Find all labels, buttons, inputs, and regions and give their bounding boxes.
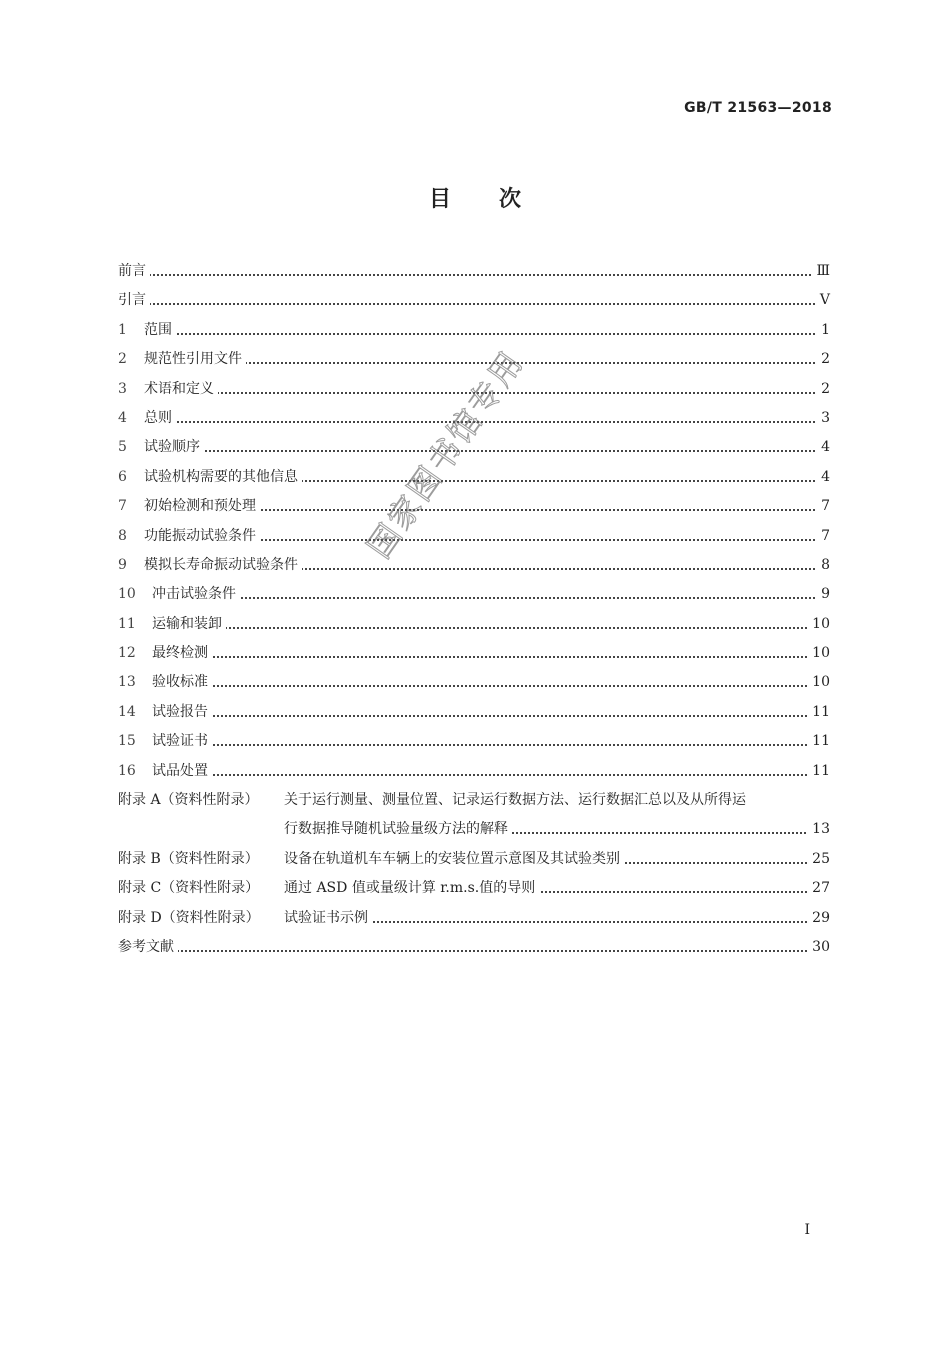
toc-entry-page: 30 — [808, 935, 830, 959]
toc-entry-page: Ⅴ — [816, 288, 830, 312]
toc-entry-label: 14 试验报告 — [118, 700, 212, 724]
toc-entry-label: 5 试验顺序 — [118, 435, 204, 459]
toc-entry[interactable] — [118, 700, 830, 729]
library-watermark: 国家图书馆专用 — [359, 342, 532, 566]
dot-leader — [118, 950, 830, 952]
toc-entry-page: 29 — [808, 906, 830, 930]
toc-entry[interactable] — [118, 553, 830, 582]
dot-leader — [118, 303, 830, 305]
toc-entry[interactable] — [118, 465, 830, 494]
dot-leader — [118, 774, 830, 776]
toc-entry-page: 11 — [808, 759, 830, 783]
toc-entry-label: 附录 D（资料性附录） 试验证书示例 — [118, 906, 372, 930]
toc-appendix-c[interactable] — [118, 876, 830, 905]
toc-entry[interactable] — [118, 494, 830, 523]
toc-entry-label: 11 运输和装卸 — [118, 612, 226, 636]
toc-entry[interactable] — [118, 612, 830, 641]
dot-leader — [118, 744, 830, 746]
toc-entry-label: 行数据推导随机试验量级方法的解释 — [284, 817, 512, 841]
toc-entry-page: 11 — [808, 700, 830, 724]
toc-entry-page: 1 — [817, 318, 830, 342]
toc-entry-label: 13 验收标准 — [118, 670, 212, 694]
toc-entry-label: 15 试验证书 — [118, 729, 212, 753]
toc-entry-label: 16 试品处置 — [118, 759, 212, 783]
toc-references[interactable] — [118, 935, 830, 964]
toc-entry-page: 13 — [808, 817, 830, 841]
dot-leader — [118, 656, 830, 658]
toc-entry-page: 10 — [808, 612, 830, 636]
toc-entry[interactable] — [118, 259, 830, 288]
toc-entry-label: 7 初始检测和预处理 — [118, 494, 260, 518]
toc-entry-label: 附录 B（资料性附录） 设备在轨道机车车辆上的安装位置示意图及其试验类别 — [118, 847, 624, 871]
page-number: I — [804, 1222, 810, 1238]
dot-leader — [118, 715, 830, 717]
toc-entry[interactable] — [118, 288, 830, 317]
title-char-1: 目 — [428, 187, 451, 212]
toc-entry-label: 8 功能振动试验条件 — [118, 524, 260, 548]
dot-leader — [118, 450, 830, 452]
toc-entry-page: 7 — [817, 524, 830, 548]
toc-entry-label: 12 最终检测 — [118, 641, 212, 665]
toc-entry-page: 7 — [817, 494, 830, 518]
toc-entry-page: 2 — [817, 377, 830, 401]
toc-entry-page: 2 — [817, 347, 830, 371]
toc-entry[interactable] — [118, 582, 830, 611]
toc-entry-label: 2 规范性引用文件 — [118, 347, 246, 371]
dot-leader — [118, 274, 830, 276]
toc-entry-page: 8 — [817, 553, 830, 577]
toc-entry-page: 25 — [808, 847, 830, 871]
toc-entry-page: 27 — [808, 876, 830, 900]
toc-entry-page: 11 — [808, 729, 830, 753]
toc-entry-page: Ⅲ — [812, 259, 830, 283]
dot-leader — [118, 333, 830, 335]
toc-entry-label: 引言 — [118, 288, 150, 312]
toc-entry[interactable] — [118, 318, 830, 347]
title-char-2: 次 — [499, 187, 522, 212]
toc-appendix-d[interactable] — [118, 906, 830, 935]
toc-entry-page: 3 — [817, 406, 830, 430]
toc-entry-page: 10 — [808, 670, 830, 694]
toc-entry[interactable] — [118, 670, 830, 699]
standard-code: GB/T 21563—2018 — [684, 100, 832, 116]
toc-entry-label: 前言 — [118, 259, 150, 283]
toc-entry[interactable] — [118, 641, 830, 670]
toc-entry-label: 10 冲击试验条件 — [118, 582, 240, 606]
toc-entry-page: 9 — [817, 582, 830, 606]
toc-entry-label: 9 模拟长寿命振动试验条件 — [118, 553, 302, 577]
dot-leader — [118, 685, 830, 687]
toc-entry-label: 参考文献 — [118, 935, 178, 959]
toc-appendix-a-continued[interactable] — [118, 817, 830, 846]
toc-entry-label: 1 范围 — [118, 318, 176, 342]
toc-entry-label: 附录 C（资料性附录） 通过 ASD 值或量级计算 r.m.s.值的导则 — [118, 876, 539, 900]
toc-entry-label: 4 总则 — [118, 406, 176, 430]
toc-entry-page: 4 — [817, 465, 830, 489]
table-of-contents — [118, 259, 830, 964]
toc-entry-label: 6 试验机构需要的其他信息 — [118, 465, 302, 489]
toc-appendix-a[interactable] — [118, 788, 830, 817]
toc-entry[interactable] — [118, 729, 830, 758]
toc-entry-label: 附录 A（资料性附录） 关于运行测量、测量位置、记录运行数据方法、运行数据汇总以及从所得运 — [118, 788, 750, 812]
toc-entry-page: 10 — [808, 641, 830, 665]
toc-appendix-b[interactable] — [118, 847, 830, 876]
page-title — [0, 182, 950, 213]
toc-entry[interactable] — [118, 759, 830, 788]
toc-entry[interactable] — [118, 524, 830, 553]
toc-entry-page: 4 — [817, 435, 830, 459]
toc-entry-label: 3 术语和定义 — [118, 377, 218, 401]
